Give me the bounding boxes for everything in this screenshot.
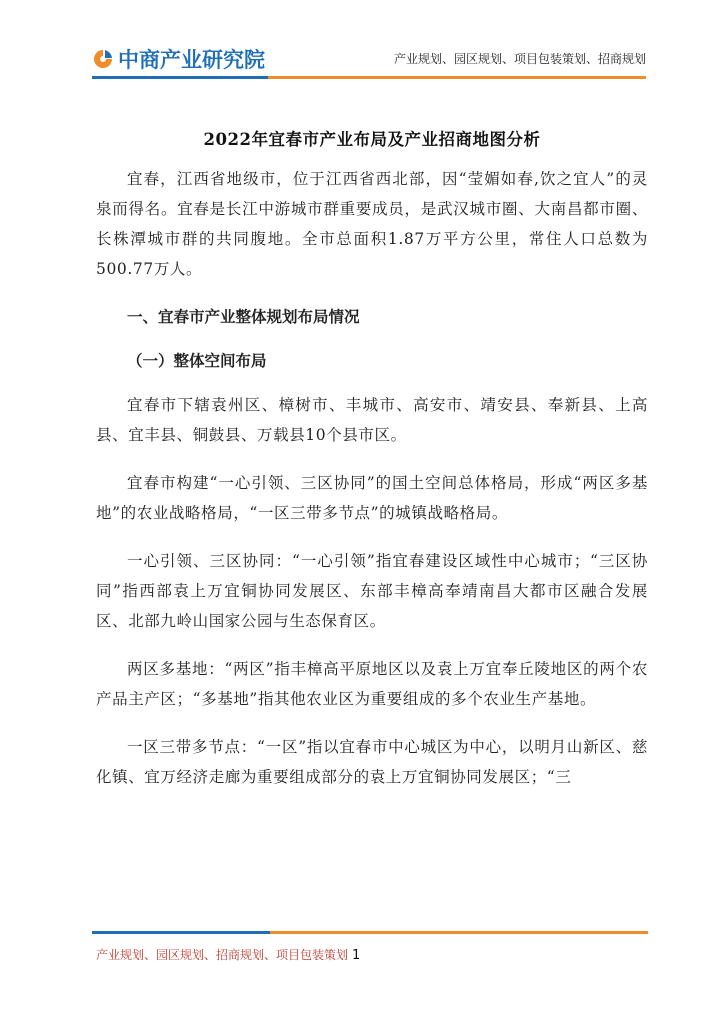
subsection-heading: （一）整体空间布局 <box>127 351 267 370</box>
body-paragraph: 宜春市下辖袁州区、樟树市、丰城市、高安市、靖安县、奉新县、上高县、宜丰县、铜鼓县、万载县10个县市区。 <box>96 396 648 444</box>
footer-divider-blue <box>92 931 270 934</box>
body-paragraph: 宜春市构建“一心引领、三区协同”的国土空间总体格局，形成“两区多基地”的农业战略格局，“一区三带多节点”的城镇战略格局。 <box>96 474 648 522</box>
page-header <box>0 0 724 100</box>
footer-text: 产业规划、园区规划、招商规划、项目包装策划 <box>96 948 349 962</box>
section-heading: 一、宜春市产业整体规划布局情况 <box>127 307 360 326</box>
logo-icon <box>92 48 114 70</box>
header-tagline: 产业规划、园区规划、项目包装策划、招商规划 <box>393 52 646 66</box>
header-divider-blue <box>92 76 268 79</box>
page-footer <box>96 946 360 963</box>
footer-divider-orange <box>270 931 648 934</box>
header-divider-orange <box>268 76 646 79</box>
company-logo[interactable] <box>92 44 265 74</box>
body-paragraph: 一心引领、三区协同：“一心引领”指宜春建设区域性中心城市；“三区协同”指西部袁上万宜铜协同发展区、东部丰樟高奉靖南昌大都市区融合发展区、北部九岭山国家公园与生态保育区。 <box>96 552 648 630</box>
footer-divider <box>92 931 648 934</box>
intro-paragraph: 宜春，江西省地级市，位于江西省西北部，因“莹媚如春,饮之宜人”的灵泉而得名。宜春是长江中游城市群重要成员，是武汉城市圈、大南昌都市圈、长株潭城市群的共同腹地。全市总面积1.87万平方公里，常住人口总数为500.77万人。 <box>96 170 648 278</box>
logo-text: 中商产业研究院 <box>118 48 265 72</box>
document-body <box>96 126 648 810</box>
document-title: 2022年宜春市产业布局及产业招商地图分析 <box>203 130 541 149</box>
page-number: 1 <box>352 948 361 963</box>
body-paragraph: 两区多基地：“两区”指丰樟高平原地区以及袁上万宜奉丘陵地区的两个农产品主产区；“多基地”指其他农业区为重要组成的多个农业生产基地。 <box>96 660 648 708</box>
body-paragraph: 一区三带多节点：“一区”指以宜春市中心城区为中心，以明月山新区、慈化镇、宜万经济走廊为重要组成部分的袁上万宜铜协同发展区；“三 <box>96 738 648 786</box>
